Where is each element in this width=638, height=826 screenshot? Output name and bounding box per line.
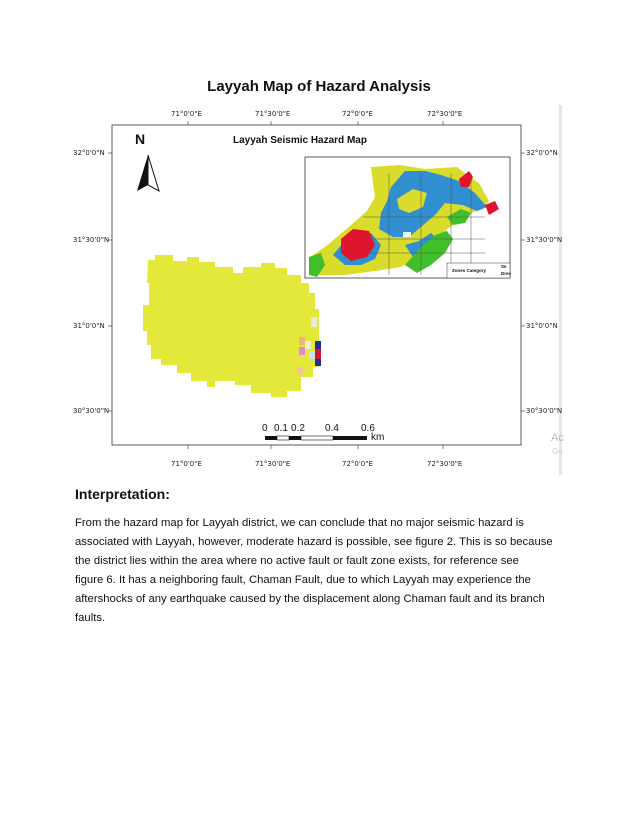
hazard-map-figure	[75, 105, 568, 475]
left-tick-label: 31°0'0"N	[73, 322, 105, 330]
bottom-tick-label: 71°0'0"E	[171, 460, 202, 468]
section-heading: Interpretation:	[75, 486, 170, 502]
paragraph-line: From the hazard map for Layyah district, we can conclude that no major seismic hazard is	[75, 517, 524, 529]
bottom-tick-label: 71°30'0"E	[255, 460, 291, 468]
overlay-text: Go	[552, 447, 563, 456]
map-title: Layyah Seismic Hazard Map	[233, 135, 367, 146]
bottom-tick-label: 72°30'0"E	[427, 460, 463, 468]
right-tick-label: 30°30'0"N	[526, 407, 563, 415]
north-label: N	[135, 131, 146, 147]
map-graphic	[75, 105, 568, 475]
scale-label: 0.2	[291, 423, 305, 434]
inset-hazard-map	[305, 157, 510, 278]
left-tick-label: 31°30'0"N	[73, 236, 110, 244]
inset-corner-label: Se	[501, 264, 507, 269]
scale-label: 0.1	[274, 423, 288, 434]
scale-label: 0.4	[325, 423, 339, 434]
paragraph-line: the district lies within the area where no active fault or fault zone exists, for reference see	[75, 555, 519, 567]
page-title: Layyah Map of Hazard Analysis	[207, 78, 431, 95]
inset-legend-label: Zones Category	[452, 268, 487, 273]
scale-label: 0.6	[361, 423, 375, 434]
scale-unit: km	[371, 432, 385, 443]
left-tick-label: 30°30'0"N	[73, 407, 110, 415]
scale-bar	[265, 436, 367, 440]
right-tick-label: 31°0'0"N	[526, 322, 558, 330]
top-tick-label: 72°0'0"E	[342, 110, 373, 118]
left-tick-label: 32°0'0"N	[73, 149, 105, 157]
page-edge-band	[559, 105, 562, 475]
top-tick-label: 71°0'0"E	[171, 110, 202, 118]
right-tick-label: 32°0'0"N	[526, 149, 558, 157]
bottom-tick-label: 72°0'0"E	[342, 460, 373, 468]
right-tick-label: 31°30'0"N	[526, 236, 563, 244]
paragraph-line: aftershocks of any earthquake caused by the displacement along Chaman fault and its branch	[75, 593, 545, 605]
scale-label: 0	[262, 423, 268, 434]
paragraph-line: associated with Layyah, however, moderate hazard is possible, see figure 2. This is so because	[75, 536, 553, 548]
paragraph-line: faults.	[75, 612, 106, 624]
paragraph-line: figure 6. It has a neighboring fault, Chaman Fault, due to which Layyah may experience the	[75, 574, 531, 586]
interpretation-paragraph	[75, 514, 570, 628]
overlay-text: Ac	[551, 432, 564, 444]
inset-corner-label: Dres	[501, 271, 512, 276]
top-tick-label: 72°30'0"E	[427, 110, 463, 118]
top-tick-label: 71°30'0"E	[255, 110, 291, 118]
